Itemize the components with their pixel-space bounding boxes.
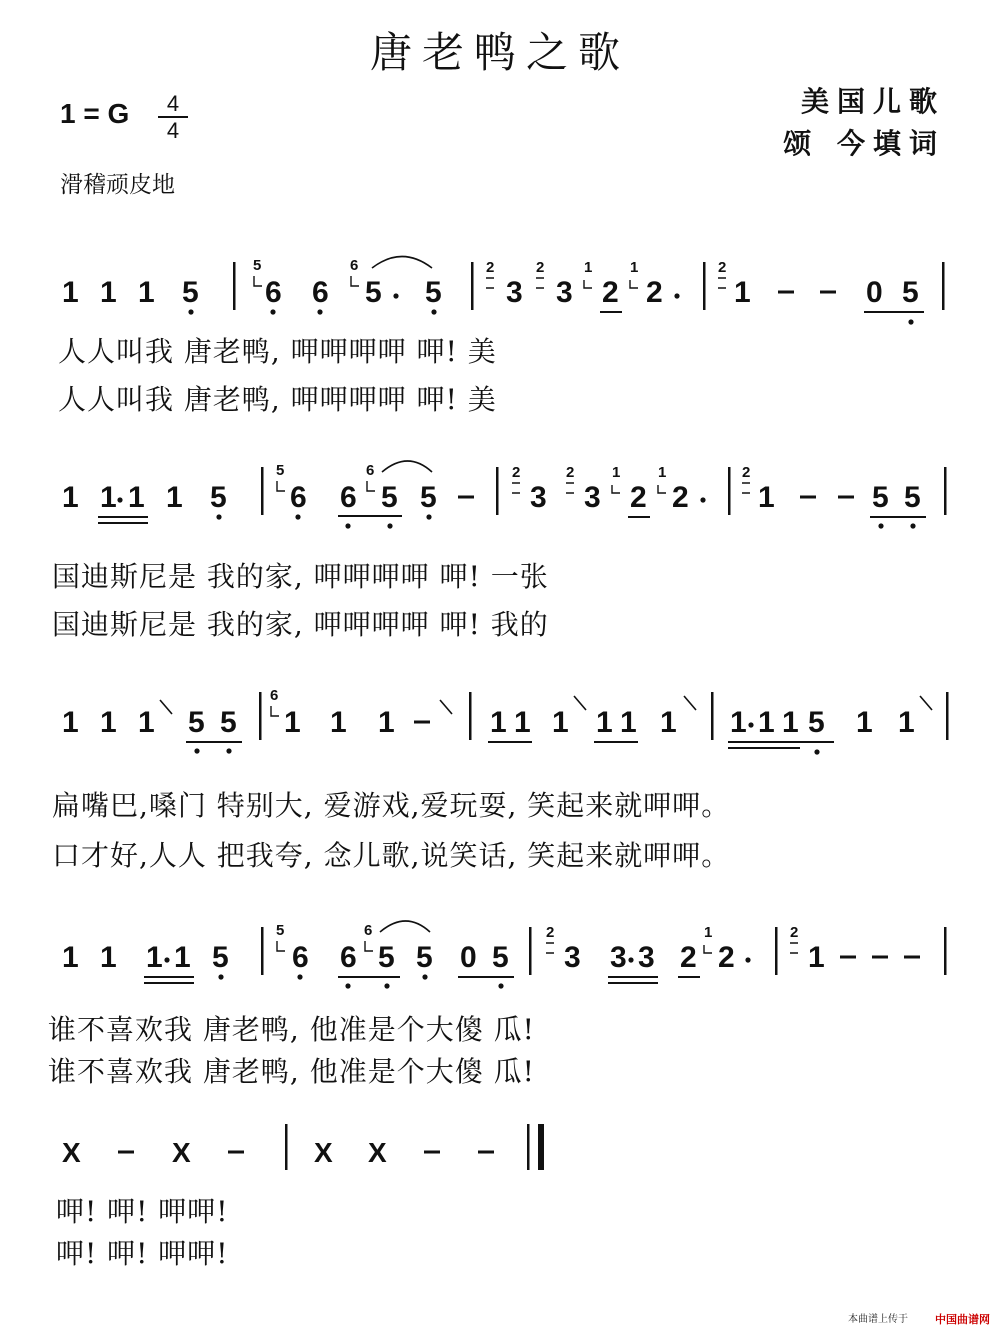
- svg-text:5: 5: [381, 481, 398, 514]
- lyrics-line-5-verse-2: 呷! 呷! 呷呷!: [56, 1237, 229, 1270]
- svg-text:0: 0: [866, 276, 883, 309]
- svg-text:5: 5: [210, 481, 227, 514]
- svg-text:5: 5: [420, 481, 437, 514]
- svg-text:2: 2: [486, 259, 495, 276]
- footer-uploaded-text: 本曲谱上传于: [848, 1314, 908, 1325]
- svg-text:5: 5: [902, 276, 919, 309]
- svg-text:5: 5: [182, 276, 199, 309]
- svg-text:1: 1: [704, 924, 713, 941]
- staff-line-5: [62, 1124, 544, 1170]
- svg-text:X: X: [172, 1137, 191, 1168]
- svg-text:5: 5: [416, 941, 433, 974]
- svg-text:1: 1: [584, 259, 593, 276]
- key-signature: 1 = G: [60, 98, 130, 129]
- svg-text:3: 3: [638, 941, 655, 974]
- svg-text:1: 1: [174, 941, 191, 974]
- svg-text:5: 5: [378, 941, 395, 974]
- svg-text:5: 5: [220, 706, 237, 739]
- lyrics-line-5-verse-1: 呷! 呷! 呷呷!: [56, 1195, 229, 1228]
- svg-text:1: 1: [62, 276, 79, 309]
- svg-text:1: 1: [630, 259, 639, 276]
- svg-text:1: 1: [378, 706, 395, 739]
- svg-text:6: 6: [364, 922, 373, 939]
- svg-text:2: 2: [680, 941, 697, 974]
- svg-text:1: 1: [146, 941, 163, 974]
- credit-lyricist: 颂 今填词: [783, 127, 945, 160]
- svg-text:5: 5: [188, 706, 205, 739]
- svg-text:X: X: [314, 1137, 333, 1168]
- svg-text:5: 5: [276, 462, 285, 479]
- svg-text:6: 6: [292, 941, 309, 974]
- svg-text:3: 3: [584, 481, 601, 514]
- svg-text:1: 1: [898, 706, 915, 739]
- svg-text:5: 5: [425, 276, 442, 309]
- svg-text:1: 1: [734, 276, 751, 309]
- time-signature-bottom: 4: [166, 118, 180, 143]
- svg-text:5: 5: [808, 706, 825, 739]
- time-signature-top: 4: [166, 91, 180, 116]
- svg-text:1: 1: [100, 481, 117, 514]
- svg-text:1: 1: [100, 706, 117, 739]
- svg-text:3: 3: [556, 276, 573, 309]
- svg-text:1: 1: [856, 706, 873, 739]
- svg-text:1: 1: [782, 706, 799, 739]
- svg-text:2: 2: [718, 941, 735, 974]
- svg-text:1: 1: [490, 706, 507, 739]
- staff-line-2: [62, 461, 947, 529]
- svg-text:2: 2: [672, 481, 689, 514]
- credit-origin: 美国儿歌: [800, 85, 945, 118]
- staff-line-4: [62, 921, 947, 989]
- staff-line-1: [62, 257, 945, 325]
- svg-text:1: 1: [620, 706, 637, 739]
- svg-text:3: 3: [506, 276, 523, 309]
- svg-text:1: 1: [138, 706, 155, 739]
- svg-text:5: 5: [904, 481, 921, 514]
- svg-text:5: 5: [253, 257, 262, 274]
- svg-text:5: 5: [212, 941, 229, 974]
- svg-text:2: 2: [566, 464, 575, 481]
- svg-text:1: 1: [128, 481, 145, 514]
- lyrics-line-2-verse-1: 国迪斯尼是 我的家, 呷呷呷呷 呷! 一张: [52, 560, 549, 593]
- svg-text:1: 1: [730, 706, 747, 739]
- tempo-marking: 滑稽顽皮地: [60, 172, 175, 198]
- svg-text:6: 6: [340, 481, 357, 514]
- svg-text:2: 2: [536, 259, 545, 276]
- svg-text:5: 5: [492, 941, 509, 974]
- svg-text:1: 1: [100, 276, 117, 309]
- svg-text:6: 6: [265, 276, 282, 309]
- svg-text:1: 1: [514, 706, 531, 739]
- svg-text:1: 1: [100, 941, 117, 974]
- svg-text:3: 3: [610, 941, 627, 974]
- svg-text:2: 2: [630, 481, 647, 514]
- svg-text:1: 1: [166, 481, 183, 514]
- svg-text:1: 1: [658, 464, 667, 481]
- staff-line-3: [62, 687, 949, 755]
- site-logo[interactable]: 中国曲谱网: [935, 1313, 990, 1326]
- svg-text:1: 1: [758, 481, 775, 514]
- svg-text:1: 1: [596, 706, 613, 739]
- song-title: 唐老鸭之歌: [369, 28, 630, 77]
- svg-text:5: 5: [872, 481, 889, 514]
- svg-text:1: 1: [284, 706, 301, 739]
- lyrics-line-1-verse-2: 人人叫我 唐老鸭, 呷呷呷呷 呷! 美: [58, 383, 497, 416]
- svg-text:3: 3: [530, 481, 547, 514]
- lyrics-line-1-verse-1: 人人叫我 唐老鸭, 呷呷呷呷 呷! 美: [58, 335, 497, 368]
- svg-text:6: 6: [350, 257, 359, 274]
- lyrics-line-4-verse-1: 谁不喜欢我 唐老鸭, 他准是个大傻 瓜!: [48, 1013, 535, 1046]
- svg-text:1: 1: [62, 941, 79, 974]
- svg-text:5: 5: [276, 922, 285, 939]
- svg-text:1: 1: [758, 706, 775, 739]
- svg-text:6: 6: [366, 462, 375, 479]
- svg-text:2: 2: [602, 276, 619, 309]
- lyrics-line-2-verse-2: 国迪斯尼是 我的家, 呷呷呷呷 呷! 我的: [52, 608, 549, 641]
- svg-text:1: 1: [808, 941, 825, 974]
- svg-text:6: 6: [290, 481, 307, 514]
- svg-text:1: 1: [552, 706, 569, 739]
- svg-text:1: 1: [62, 706, 79, 739]
- svg-text:1: 1: [660, 706, 677, 739]
- svg-text:2: 2: [512, 464, 521, 481]
- lyrics-line-3-verse-1: 扁嘴巴,嗓门 特别大, 爱游戏,爱玩耍, 笑起来就呷呷。: [52, 789, 731, 822]
- svg-text:2: 2: [742, 464, 751, 481]
- svg-text:0: 0: [460, 941, 477, 974]
- svg-text:2: 2: [646, 276, 663, 309]
- svg-text:1: 1: [138, 276, 155, 309]
- svg-text:1: 1: [330, 706, 347, 739]
- svg-text:1: 1: [62, 481, 79, 514]
- svg-text:1: 1: [612, 464, 621, 481]
- svg-text:3: 3: [564, 941, 581, 974]
- svg-text:2: 2: [790, 924, 799, 941]
- svg-text:6: 6: [312, 276, 329, 309]
- svg-text:X: X: [62, 1137, 81, 1168]
- svg-text:6: 6: [340, 941, 357, 974]
- svg-text:5: 5: [365, 276, 382, 309]
- lyrics-line-3-verse-2: 口才好,人人 把我夸, 念儿歌,说笑话, 笑起来就呷呷。: [52, 839, 731, 872]
- svg-text:X: X: [368, 1137, 387, 1168]
- svg-text:6: 6: [270, 687, 279, 704]
- svg-text:2: 2: [546, 924, 555, 941]
- svg-text:2: 2: [718, 259, 727, 276]
- lyrics-line-4-verse-2: 谁不喜欢我 唐老鸭, 他准是个大傻 瓜!: [48, 1055, 535, 1088]
